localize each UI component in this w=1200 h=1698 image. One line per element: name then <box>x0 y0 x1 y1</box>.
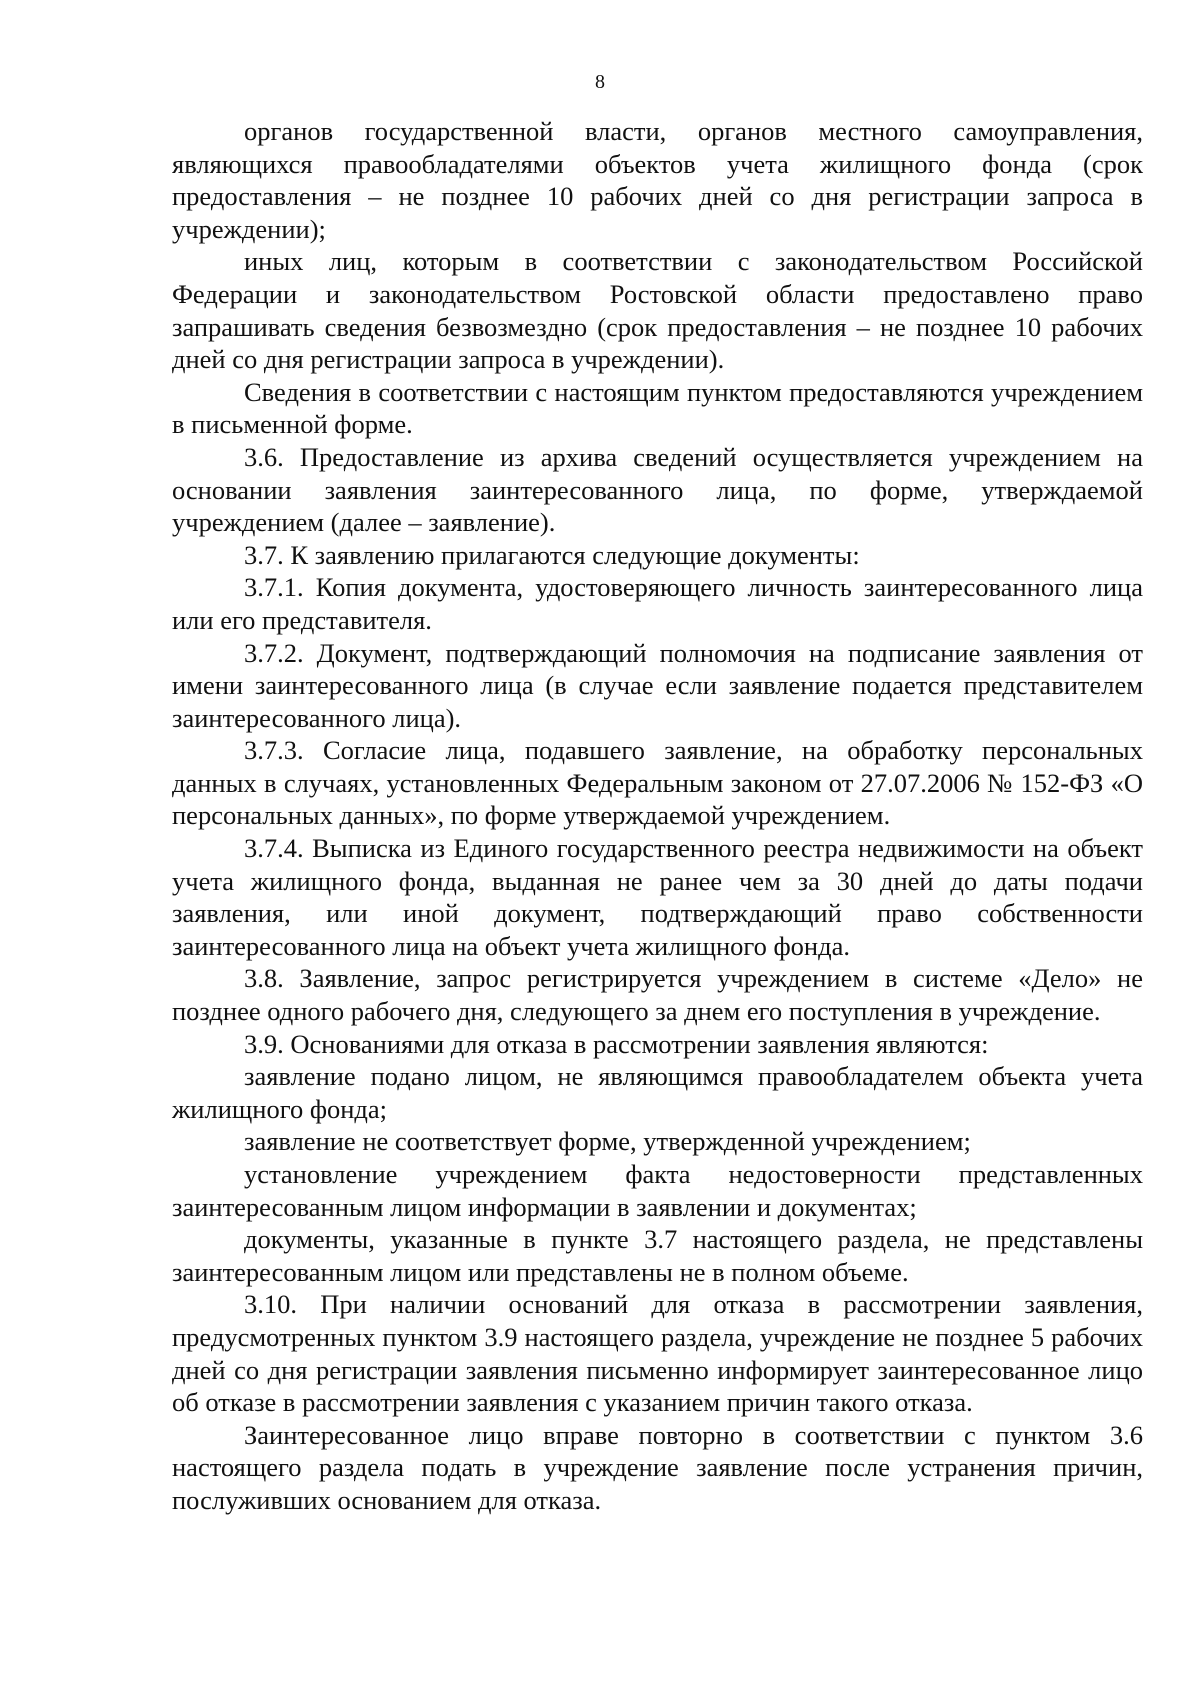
paragraph-3-7: 3.7. К заявлению прилагаются следующие документы: <box>244 539 860 570</box>
paragraph-3-10: 3.10. При наличии оснований для отказа в рассмотрении заявления, предусмотренных пунктом 3.9 настоящего раздела, учреждение не позднее 5 рабочих дней со дня регистрации заявления письменно информирует заинтересованное лицо об отказе в рассмотрении заявления с указанием причин такого отказа. <box>172 1289 1143 1418</box>
document-body <box>172 115 1143 1517</box>
paragraph-3-6: 3.6. Предоставление из архива сведений осуществляется учреждением на основании заявления заинтересованного лица, по форме, утверждаемой учреждением (далее – заявление). <box>172 441 1143 538</box>
paragraph-reason-incomplete: документы, указанные в пункте 3.7 настоящего раздела, не представлены заинтересованным лицом или представлены не в полном объеме. <box>172 1224 1143 1287</box>
paragraph-written-form: Сведения в соответствии с настоящим пунктом предоставляются учреждением в письменной форме. <box>172 376 1143 440</box>
paragraph-reason-form: заявление не соответствует форме, утвержденной учреждением; <box>244 1126 971 1157</box>
paragraph-state-bodies: органов государственной власти, органов местного самоуправления, являющихся правообладателями объектов учета жилищного фонда (срок предоставления – не позднее 10 рабочих дней со дня регистрации запроса в учреждении); <box>172 116 1143 244</box>
paragraph-reason-not-owner: заявление подано лицом, не являющимся правообладателем объекта учета жилищного фонда; <box>172 1061 1143 1124</box>
paragraph-3-7-3: 3.7.3. Согласие лица, подавшего заявление, на обработку персональных данных в случаях, установленных Федеральным законом от 27.07.2006 № 152-ФЗ «О персональных данных», по форме утверждаемой учреждением. <box>172 735 1143 831</box>
paragraph-3-9: 3.9. Основаниями для отказа в рассмотрении заявления являются: <box>244 1028 989 1059</box>
paragraph-other-persons: иных лиц, которым в соответствии с законодательством Российской Федерации и законодательством Ростовской области предоставлено право запрашивать сведения безвозмездно (срок предоставления – не позднее 10 рабочих дней со дня регистрации запроса в учреждении). <box>172 246 1143 375</box>
paragraph-reason-unreliable: установление учреждением факта недостоверности представленных заинтересованным лицом информации в заявлении и документах; <box>172 1159 1143 1222</box>
paragraph-3-7-2: 3.7.2. Документ, подтверждающий полномочия на подписание заявления от имени заинтересованного лица (в случае если заявление подается представителем заинтересованного лица). <box>172 637 1143 733</box>
paragraph-3-7-4: 3.7.4. Выписка из Единого государственного реестра недвижимости на объект учета жилищного фонда, выданная не ранее чем за 30 дней до даты подачи заявления, или иной документ, подтверждающий право собственности заинтересованного лица на объект учета жилищного фонда. <box>172 833 1143 961</box>
paragraph-resubmission: Заинтересованное лицо вправе повторно в соответствии с пунктом 3.6 настоящего раздела подать в учреждение заявление после устранения причин, послуживших основанием для отказа. <box>172 1419 1143 1515</box>
page-number: 8 <box>595 71 605 93</box>
paragraph-3-7-1: 3.7.1. Копия документа, удостоверяющего личность заинтересованного лица или его представителя. <box>172 572 1143 635</box>
paragraph-3-8: 3.8. Заявление, запрос регистрируется учреждением в системе «Дело» не позднее одного рабочего дня, следующего за днем его поступления в учреждение. <box>172 963 1143 1027</box>
